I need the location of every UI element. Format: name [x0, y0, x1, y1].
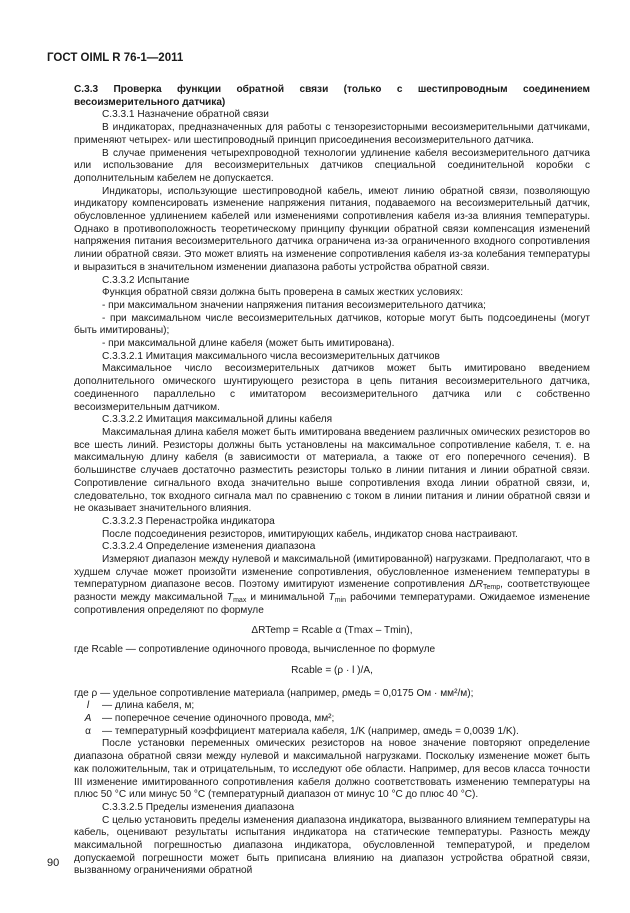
paragraph: Максимальная длина кабеля может быть имитирована введением различных омических резисторов во все шесть линий. Резисторы должны быть установлены на максимальное сопротивление кабеля, т. е. на максимальную длину кабеля (в зависимости от материала, а также от его поперечного сечения). В большинстве случаев достаточно разместить резисторы только в линии питания и линии обратной связи. Сопротивление сигнального входа значительно выше сопротивления входа линии обратной связи, и, следовательно, ток входного сигнала мал по сравнению с током в линии питания и линии обратной связи и не оказывает значительного влияния. — [74, 426, 590, 515]
paragraph: Индикаторы, использующие шестипроводной кабель, имеют линию обратной связи, позволяющую индикатору компенсировать изменение напряжения питания, подаваемого на весоизмерительный датчик, обусловленное удлинением кабелей или изменениями сопротивления кабеля из-за влияния температуры. Однако в противоположность теоретическому принципу функции обратной связи компенсация изменений напряжения питания весоизмерительного датчика ограничена из-за ограниченного входного сопротивления линии обратной связи. Это может влиять на изменение сопротивления кабеля из-за колебания температуры и выразиться в значительном изменении диапазона работы устройства обратной связи. — [74, 185, 590, 273]
page-number: 90 — [47, 857, 60, 869]
paragraph: Функция обратной связи должна быть проверена в самых жестких условиях: — [102, 287, 464, 299]
where-a: A — поперечное сечение одиночного провода, мм²; — [84, 713, 335, 725]
subsection-title: С.3.3.2.2 Имитация максимальной длины кабеля — [102, 414, 333, 426]
paragraph: С целью установить пределы изменения диапазона индикатора, вызванного влиянием температуры на кабель, оценивают результаты испытания индикатора на статические температуры. Разность между максимальной погрешностью диапазона индикатора, обусловленной температурой, и пределом допускаемой погрешности может быть приписана влиянию на диапазон устройства обратной связи, вызванному ограничениями обратной — [74, 814, 590, 877]
document-header: ГОСТ OIML R 76-1—2011 — [47, 52, 184, 64]
paragraph: В индикаторах, предназначенных для работы с тензорезисторными весоизмерительными датчиками, применяют четырех- или шестипроводный принцип присоединения весоизмерительного датчика. — [74, 122, 590, 146]
subsection-title: С.3.3.2.1 Имитация максимального числа весоизмерительных датчиков — [102, 350, 440, 362]
paragraph: После установки переменных омических резисторов на новое значение повторяют определение диапазона обратной связи между нулевой и максимальной нагрузками. Поскольку изменение может быть как положительным, так и отрицательным, то исследуют обе области. Например, для весов класса точности III изменение имитированного сопротивления кабеля должно соответствовать изменению температуры на плюс 50 °С или минус 50 °С (температурный диапазон от минус 10 °С до плюс 40 °С). — [74, 738, 590, 801]
subsection-title: С.3.3.2.5 Пределы изменения диапазона — [102, 801, 295, 813]
paragraph: В случае применения четырехпроводной технологии удлинение кабеля весоизмерительного датчика или использование для весоизмерительных датчиков специальной соединительной коробки с дополнительным кабелем не допускается. — [74, 147, 590, 184]
subsection-title: С.3.3.2.3 Перенастройка индикатора — [102, 515, 275, 527]
where-rho: где ρ — удельное сопротивление материала (например, ρмедь = 0,0175 Ом · мм²/м); — [74, 687, 474, 699]
where-alpha: α — температурный коэффициент материала кабеля, 1/K (например, αмедь = 0,0039 1/K). — [85, 725, 519, 737]
formula-r-cable: Rcable = (ρ · l )/A, — [291, 664, 373, 676]
where-l: l — длина кабеля, м; — [86, 700, 195, 712]
list-item: - при максимальной длине кабеля (может быть имитирована). — [102, 338, 395, 350]
section-heading: С.3.3 Проверка функции обратной связи (только с шестипроводным соединением весоизмерительного датчика) — [74, 84, 590, 108]
document-body — [74, 84, 590, 878]
subsection-title: С.3.3.2 Испытание — [102, 274, 190, 286]
paragraph: После подсоединения резисторов, имитирующих кабель, индикатор снова настраивают. — [102, 528, 518, 540]
paragraph-with-symbols: Измеряют диапазон между нулевой и максимальной (имитированной) нагрузками. Предполагают, что в худшем случае может произойти изменение сопротивления, обусловленное изменением температуры в температурном диапазоне весов. Поэтому имитируют изменение сопротивления $\Delta R_{Temp}$, соответствующее разности между максимальной $T_{max}$ и минимальной $T_{min}$ рабочими температурами. Ожидаемое изменение сопротивления определяют по формуле — [74, 554, 590, 616]
list-item: - при максимальном значении напряжения питания весоизмерительного датчика; — [102, 299, 486, 311]
where-clause: где Rcable — сопротивление одиночного провода, вычисленное по формуле — [74, 644, 436, 656]
formula-delta-r: ΔRTemp = Rcable α (Tmax – Tmin), — [251, 624, 413, 636]
list-item: - при максимальном числе весоизмерительных датчиков, которые могут быть подсоединены (могут быть имитированы); — [74, 312, 590, 337]
subsection-title: С.3.3.1 Назначение обратной связи — [102, 109, 269, 121]
paragraph: Максимальное число весоизмерительных датчиков может быть имитировано введением дополнительного омического шунтирующего резистора в цепь питания весоизмерительного датчика, соединенного параллельно с имитатором весоизмерительного датчика или с собственно весоизмерительным датчиком. — [74, 363, 590, 413]
subsection-title: С.3.3.2.4 Определение изменения диапазона — [102, 541, 316, 553]
